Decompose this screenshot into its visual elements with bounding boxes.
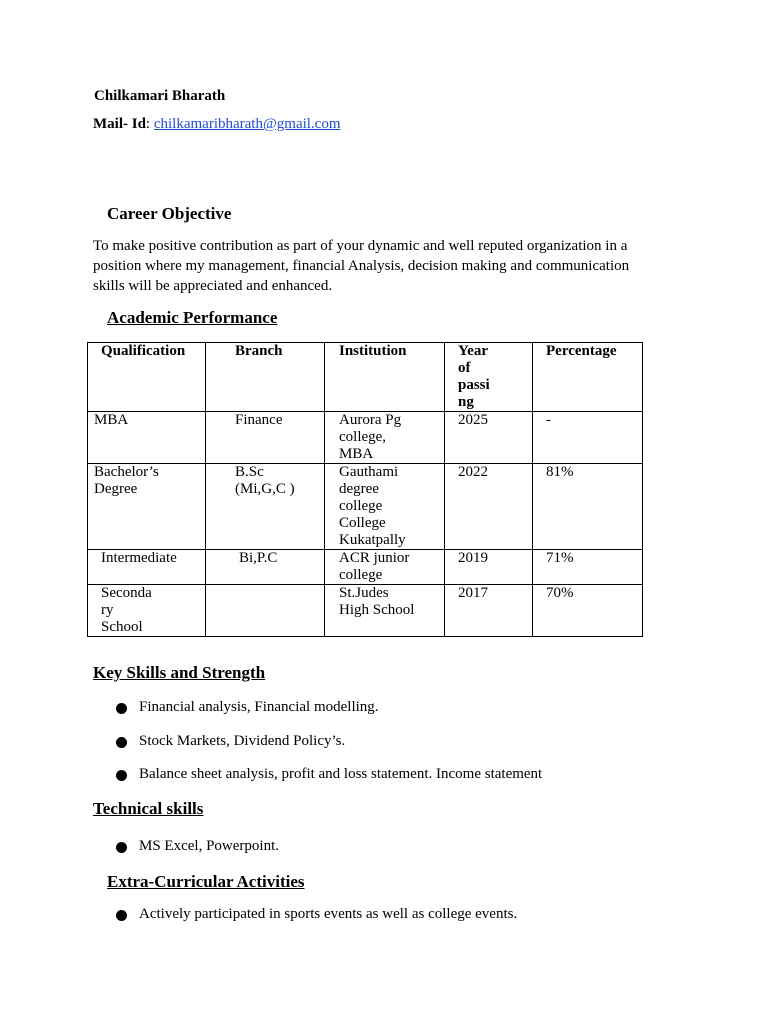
- column-header: Branch: [206, 343, 325, 412]
- list-item-text: Financial analysis, Financial modelling.: [139, 699, 379, 715]
- table-cell: 2017: [445, 585, 533, 637]
- bullet-icon: [116, 910, 127, 921]
- table-cell: St.Judes High School: [325, 585, 445, 637]
- key-skills-heading: Key Skills and Strength: [93, 663, 266, 682]
- mail-separator: :: [145, 116, 151, 132]
- list-item: [116, 698, 542, 732]
- email-link[interactable]: chilkamaribharath@gmail.com: [153, 116, 341, 132]
- table-row: [88, 585, 643, 637]
- list-item: [116, 732, 542, 766]
- table-cell: 2019: [445, 550, 533, 585]
- list-item: [116, 765, 542, 799]
- table-cell: Intermediate: [88, 550, 206, 585]
- table-cell: ACR junior college: [325, 550, 445, 585]
- table-row: [88, 550, 643, 585]
- table-row: [88, 412, 643, 464]
- table-cell: Bi,P.C: [206, 550, 325, 585]
- table-cell: 71%: [533, 550, 643, 585]
- column-header: Qualification: [88, 343, 206, 412]
- technical-skills-list: [116, 837, 279, 871]
- table-cell: MBA: [88, 412, 206, 464]
- table-cell: Aurora Pg college, MBA: [325, 412, 445, 464]
- table-cell: 70%: [533, 585, 643, 637]
- technical-skills-heading: Technical skills: [93, 799, 204, 818]
- key-skills-list: [116, 698, 542, 799]
- table-cell: Gauthami degree college College Kukatpally: [325, 464, 445, 550]
- table-cell: [206, 585, 325, 637]
- bullet-icon: [116, 842, 127, 853]
- academic-performance-heading: Academic Performance: [107, 308, 278, 327]
- list-item-text: Balance sheet analysis, profit and loss statement. Income statement: [139, 766, 543, 782]
- list-item-text: Actively participated in sports events as well as college events.: [139, 906, 518, 922]
- extra-curricular-list: [116, 905, 517, 939]
- table-row: [88, 464, 643, 550]
- column-header: Institution: [325, 343, 445, 412]
- list-item: [116, 837, 279, 871]
- extra-curricular-heading: Extra-Curricular Activities: [107, 872, 305, 891]
- table-header-row: [88, 343, 643, 412]
- table-cell: -: [533, 412, 643, 464]
- table-cell: B.Sc (Mi,G,C ): [206, 464, 325, 550]
- mail-line: [93, 116, 341, 133]
- candidate-name: Chilkamari Bharath: [94, 88, 226, 104]
- list-item-text: Stock Markets, Dividend Policy’s.: [139, 732, 346, 749]
- list-item: [116, 905, 517, 939]
- list-item-text: MS Excel, Powerpoint.: [139, 838, 279, 854]
- bullet-icon: [116, 703, 127, 714]
- table-cell: 2025: [445, 412, 533, 464]
- column-header: Year of passi ng: [445, 343, 533, 412]
- table-cell: Finance: [206, 412, 325, 464]
- table-cell: Seconda ry School: [88, 585, 206, 637]
- bullet-icon: [116, 770, 127, 781]
- career-objective-text: To make positive contribution as part of your dynamic and well reputed organization in a position where my management, financial Analysis, decision making and communication skills will be appreciated and enhanced.: [93, 238, 630, 294]
- career-objective-heading: Career Objective: [107, 204, 232, 223]
- table-cell: Bachelor’s Degree: [88, 464, 206, 550]
- column-header: Percentage: [533, 343, 643, 412]
- table-cell: 81%: [533, 464, 643, 550]
- table-cell: 2022: [445, 464, 533, 550]
- academic-table: [87, 342, 643, 637]
- mail-label: Mail- Id: [93, 116, 146, 132]
- bullet-icon: [116, 737, 127, 748]
